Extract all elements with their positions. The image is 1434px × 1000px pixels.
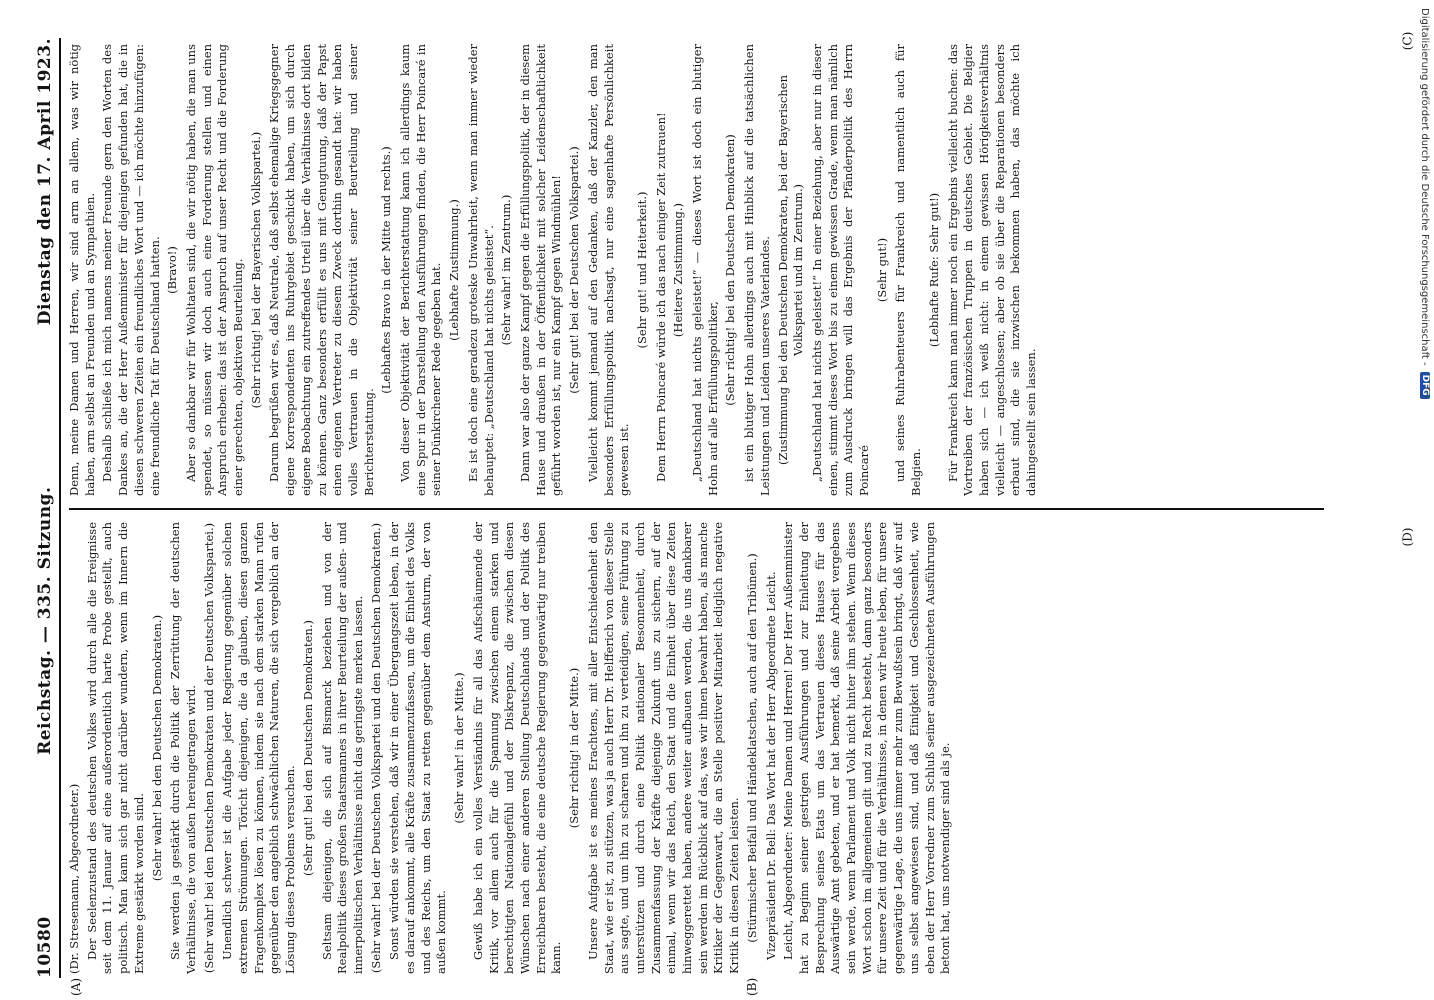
left-column — [67, 522, 1329, 974]
interjection: (Sehr gut! bei den Deutschen Demokraten.) — [300, 620, 315, 876]
paragraph: Deshalb schließe ich mich namens meiner Freunde gern den Worten des Dankes an, die der Herr Außenminister für diejenigen gefunden hat, die in diesen schweren Zeiten ein freundliches Wort und — ich möchte hinzufügen: eine freundliche Tat für Deutschland hatten. — [100, 44, 162, 496]
interjection: (Sehr wahr! im Zentrum.) — [499, 194, 514, 346]
interjection: (Sehr wahr! bei den Deutschen Demokraten.) — [149, 614, 164, 882]
paragraph: Dem Herrn Poincaré würde ich das nach einiger Zeit zutrauen! — [653, 112, 668, 482]
interjection: (Sehr gut! und Heiterkeit.) — [634, 191, 649, 349]
margin-mark-b: (B) — [745, 977, 759, 996]
paragraph: (Dr. Stresemann, Abgeordneter.) — [67, 783, 81, 974]
page-number: 10580 — [35, 916, 55, 978]
paragraph: Aber so dankbar wir für Wohltaten sind, die wir nötig haben, die man uns spendet, so müssen wir doch auch eine Forderung stellen und einen Anspruch erheben: das ist der Anspruch auf unser Recht und die Forderung einer gerechten, objektiven Beurteilung. — [183, 44, 246, 496]
paragraph: Unendlich schwer ist die Aufgabe jeder Regierung gegenüber solchen extremen Strömungen. Töricht diejenigen, die da glauben, diesen ganzen Fragenkomplex lösen zu können, indem sie nach dem starken Mann rufen gegenüber den angeblich schwächlichen Naturen, die sich vergeblich an der Lösung dieses Problems versuchen. — [220, 522, 298, 974]
margin-mark-a: (A) — [69, 977, 83, 996]
paragraph: Vielleicht kommt jemand auf den Gedanken, daß der Kanzler, den man besonders Erfüllungspolitik nachsagt, nur eine sagenhafte Persönlichkeit gewesen ist. — [585, 44, 632, 496]
paragraph: Dann war also der ganze Kampf gegen die Erfüllungspolitik, der in diesem Hause und draußen in der Öffentlichkeit mit solcher Leidenschaftlichkeit geführt worden ist, nur ein Kampf gegen Windmühlen! — [517, 44, 564, 496]
paragraph: Gewiß habe ich ein volles Verständnis für all das Aufschäumende der Kritik, vor allem auch für die Spannung zwischen einem starken und berechtigten Nationalgefühl und der Diskrepanz, die zwischen diesen Wünschen nach einer anderen Stellung Deutschlands und der Politik des Erreichbaren besteht, die eine deutsche Regierung gegenwärtig nur treiben kann. — [470, 522, 564, 974]
interjection: (Sehr gut!) — [874, 237, 889, 303]
digitization-text: Digitalisierung gefördert durch die Deutsche Forschungsgemeinschaft - — [1419, 8, 1431, 366]
paragraph: und seines Ruhrabenteuers für Frankreich und namentlich auch für Belgien. — [893, 44, 924, 496]
interjection: (Sehr gut! bei der Deutschen Volkspartei.) — [567, 146, 582, 394]
column-divider — [69, 508, 1324, 510]
header-rule — [59, 38, 61, 978]
paragraph: Von dieser Objektivität der Berichterstattung kann ich allerdings kaum eine Spur in der Darstellung den Ausführungen finden, die Herr Poincaré in seiner Dünkirchener Rede gegeben hat. — [398, 44, 444, 496]
interjection: (Sehr wahr! in der Mitte.) — [452, 672, 467, 824]
paragraph: Für Frankreich kann man immer noch ein Ergebnis vielleicht buchen: das Vortreiben der französischen Truppen in deutsches Gebiet. Die Belgier haben sich — ich weiß nicht: in einem gewissen Hörigkeitsverhältnis vielleicht — angeschlossen; aber ob sie über die Reparationen besonders erbaut sind, die sie inzwischen bekommen haben, das möchte ich dahingestellt sein lassen. — [945, 44, 1039, 496]
paragraph: Darum begrüßen wir es, daß Neutrale, daß selbst ehemalige Kriegsgegner eigene Korrespondenten ins Ruhrgebiet geschickt haben, um sich durch eigene Beobachtung ein zutreffendes Urteil über die Verhältnisse dort bilden zu können. Ganz besonders erfüllt es uns mit Genugtuung, daß der Papst einen eigenen Vertreter zu diesem Zweck dorthin gesandt hat: wir haben volles Vertrauen in die Objektivität seiner Beurteilung und seiner Berichterstattung. — [267, 44, 376, 496]
paragraph: Der Seelenzustand des deutschen Volkes wird durch alle die Ereignisse seit dem 11. Januar auf eine außerordentlich harte Probe gestellt, auch politisch. Man kann sich gar nicht darüber wundern, wenn im Innern die Extreme gestärkt worden sind. — [84, 522, 146, 974]
interjection: (Sehr richtig! in der Mitte.) — [567, 667, 582, 829]
margin-mark-c: (C) — [1400, 31, 1415, 51]
paragraph: Denn, meine Damen und Herren, wir sind arm an allem, was wir nötig haben, arm selbst an Freunden und an Sympathien. — [67, 44, 97, 496]
paragraph: Leicht, Abgeordneter: Meine Damen und Herren! Der Herr Außenminister hat zu Beginn seiner gestrigen Ausführungen und zur Einleitung der Besprechung seines Etats um das Vertrauen dieses Hauses für das Auswärtige Amt gebeten, und er hat bemerkt, daß seine Arbeit vergebens sein werde, wenn Parlament und Volk nicht hinter ihm stehen. Wenn dieses Wort schon im allgemeinen gilt und zu Recht besteht, dann ganz besonders für unsere Zeit und für die Verhältnisse, in denen wir heute leben, für unsere gegenwärtige Lage, die uns immer mehr zum Bewußtsein bringt, daß wir auf uns selbst angewiesen sind, und daß Einigkeit und Geschlossenheit, wie eben der Herr Vorredner zum Schluß seiner ausgezeichneten Ausführungen betont hat, uns notwendiger sind als je. — [781, 522, 953, 974]
page-header — [25, 38, 55, 978]
interjection: (Lebhafte Rufe: Sehr gut!) — [926, 192, 941, 348]
right-column — [67, 44, 1329, 496]
margin-mark-d: (D) — [1400, 527, 1415, 547]
paragraph: Sie werden ja gestärkt durch die Politik der Zerrüttung der deutschen Verhältnisse, die von außen hereingetragen wird. — [168, 522, 198, 974]
paragraph: Es ist doch eine geradezu groteske Unwahrheit, wenn man immer wieder behauptet: „Deutschland hat nichts geleistet“. — [465, 44, 496, 496]
interjection: (Heitere Zustimmung.) — [671, 202, 686, 338]
interjection: (Sehr richtig! bei der Bayerischen Volkspartei.) — [248, 131, 263, 409]
paragraph: „Deutschland hat nichts geleistet!“ In einer Beziehung, aber nur in dieser einen, stimmt dieses Wort bis zu einem gewissen Grade, wenn man nämlich zum Ausdruck bringen will das Ergebnis der Pfänderpolitik des Herrn Poincaré — [809, 44, 872, 496]
rotated-page — [25, 38, 1345, 996]
interjection: (Lebhaftes Bravo in der Mitte und rechts.) — [379, 146, 394, 394]
paragraph: Unsere Aufgabe ist es meines Erachtens, mit aller Entschiedenheit den Staat, wie er ist, zu stützen, was ja auch Herr Dr. Helfferich von dieser Stelle aus sagte, und um ihn zu scharen und ihn zu verteidigen, seine Führung zu unterstützen und durch eine Politik nationaler Besonnenheit, durch Zusammenfassung der Kräfte diejenige Zukunft uns zu sichern, auf der einmal, wenn wir das Reich, den Staat und die Einheit über diese Zeiten hinweggerettet haben, andere weiter aufbauen werden, die uns dankbarer sein werden im Rückblick auf das, was wir ihnen bewahrt haben, als manche Kritiker der Gegenwart, die an Stelle positiver Mitarbeit lediglich negative Kritik in diesen Zeiten leisten. — [585, 522, 742, 974]
interjection: (Bravo!) — [165, 246, 180, 294]
paragraph: Vizepräsident Dr. Bell: Das Wort hat der Herr Abgeordnete Leicht. — [763, 571, 778, 960]
interjection: (Sehr wahr! bei der Deutschen Volkspartei und den Deutschen Demokraten.) — [368, 522, 383, 974]
interjection: (Stürmischer Beifall und Händeklatschen, auch auf den Tribünen.) — [744, 553, 759, 943]
session-date: Dienstag den 17. April 1923. — [35, 38, 55, 326]
paragraph: „Deutschland hat nichts geleistet!“ — dieses Wort ist doch ein blutiger Hohn auf alle Erfüllungspolitiker, — [690, 44, 720, 496]
digitization-note — [1418, 8, 1432, 992]
interjection: (Lebhafte Zustimmung.) — [447, 199, 462, 341]
paragraph: Sonst würden sie verstehen, daß wir in einer Übergangszeit leben, in der es darauf ankommt, alle Kräfte zusammenzufassen, um die Einheit des Volks und des Reichs, um den Staat zu retten gegenüber dem Ansturm, der von außen kommt. — [387, 522, 449, 974]
session-title: Reichstag. — 335. Sitzung. — [35, 486, 55, 755]
paragraph: Seltsam diejenigen, die sich auf Bismarck beziehen und von der Realpolitik dieses großen Staatsmannes in ihrer Beurteilung der außen- und innerpolitischen Verhältnisse nicht das geringste merken lassen. — [319, 522, 365, 974]
interjection: (Sehr wahr! bei den Deutschen Demokraten und der Deutschen Volkspartei.) — [201, 522, 216, 974]
interjection: (Sehr richtig! bei den Deutschen Demokraten) — [723, 134, 738, 406]
interjection: (Zustimmung bei den Deutschen Demokraten, bei der Bayerischen Volkspartei und im Zentrum.) — [775, 75, 806, 466]
dfg-logo: DFG — [1420, 372, 1430, 399]
paragraph: ist ein blutiger Hohn allerdings auch mit Hinblick auf die tatsächlichen Leistungen und Leiden unseres Vaterlandes. — [742, 44, 772, 496]
